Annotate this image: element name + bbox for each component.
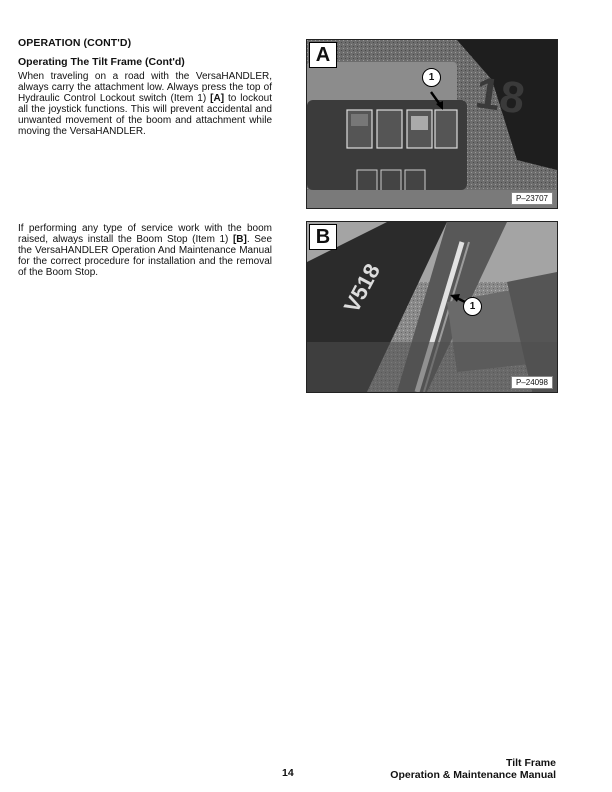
photo-code: P–24098 — [511, 376, 553, 389]
boom-stop-illustration — [307, 222, 557, 392]
paragraph-text: If performing any type of service work with the boom raised, always install the Boom Stop (Item 1) — [18, 223, 272, 245]
footer-title-line1: Tilt Frame — [506, 757, 556, 769]
paragraph-boom-stop — [18, 224, 272, 279]
callout-number: 1 — [463, 297, 482, 316]
figure-letter: A — [309, 42, 337, 68]
figure-reference: [B] — [232, 233, 247, 245]
photo-code: P–23707 — [511, 192, 553, 205]
paragraph-road-travel — [18, 72, 272, 137]
figure-b-boom-stop-photo — [306, 221, 558, 393]
footer-title-line2: Operation & Maintenance Manual — [390, 769, 556, 781]
svg-text:V518: V518 — [338, 259, 385, 317]
figure-letter: B — [309, 224, 337, 250]
subsection-heading: Operating The Tilt Frame (Cont'd) — [18, 56, 185, 68]
paragraph-text: . See the VersaHANDLER Operation And Maintenance Manual for the correct procedure for installation and the removal of the Boom Stop. — [18, 233, 272, 278]
control-panel-illustration — [307, 40, 557, 208]
section-heading: OPERATION (CONT'D) — [18, 37, 132, 49]
callout-number: 1 — [422, 68, 441, 87]
paragraph-text: to lockout all the joystick functions. This will prevent accidental and unwanted movement of the boom and attachment while moving the VersaHANDLER. — [18, 92, 272, 137]
figure-a-control-panel-photo — [306, 39, 558, 209]
figure-reference: [A] — [210, 92, 225, 104]
svg-text:18: 18 — [472, 68, 528, 124]
footer-title — [390, 757, 556, 781]
paragraph-text: When traveling on a road with the VersaHANDLER, always carry the attachment low. Always press the top of Hydraulic Control Lockout switch (Item 1) — [18, 71, 272, 104]
page-number: 14 — [282, 767, 294, 779]
